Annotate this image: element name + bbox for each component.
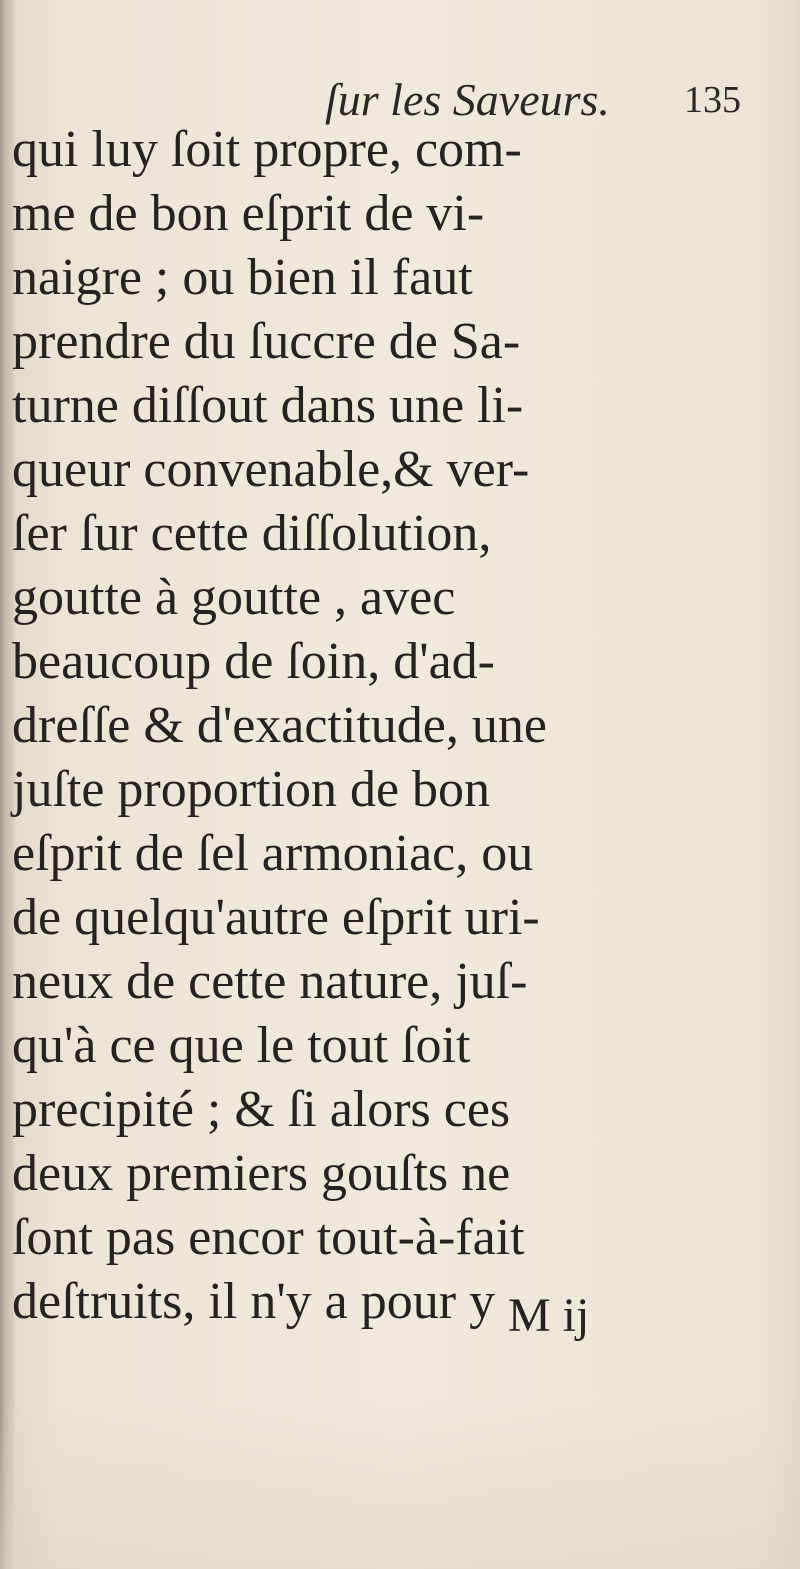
text-line: turne diſſout dans une li- (12, 377, 524, 434)
text-line: prendre du ſuccre de Sa- (12, 313, 521, 370)
running-head-title: ſur les Saveurs. (325, 74, 610, 125)
text-line: ſont pas encor tout-à-fait (12, 1209, 525, 1266)
text-line: beaucoup de ſoin, d'ad- (12, 633, 495, 690)
text-line: deux premiers gouſts ne (12, 1145, 511, 1202)
text-line: me de bon eſprit de vi- (12, 185, 485, 242)
text-line: qu'à ce que le tout ſoit (12, 1017, 471, 1074)
text-line: dreſſe & d'exactitude, une (12, 697, 547, 754)
paper-stain (0, 1400, 800, 1569)
text-line: precipité ; & ſi alors ces (12, 1081, 511, 1138)
text-line: eſprit de ſel armoniac, ou (12, 825, 534, 882)
page-number: 135 (684, 79, 741, 121)
text-line: queur convenable,& ver- (12, 441, 530, 498)
text-line: naigre ; ou bien il faut (12, 249, 473, 306)
signature-mark: M ij (508, 1289, 590, 1342)
text-line: neux de cette nature, juſ- (12, 953, 528, 1010)
body-text (0, 118, 800, 1348)
text-line: juſte proportion de bon (12, 761, 491, 818)
text-line: de quelqu'autre eſprit uri- (12, 889, 540, 946)
text-line: goutte à goutte , avec (12, 569, 456, 626)
text-line: ſer ſur cette diſſolution, (12, 505, 492, 562)
text-line: qui luy ſoit propre, com- (12, 121, 522, 178)
text-line: deſtruits, il n'y a pour y (12, 1273, 496, 1330)
